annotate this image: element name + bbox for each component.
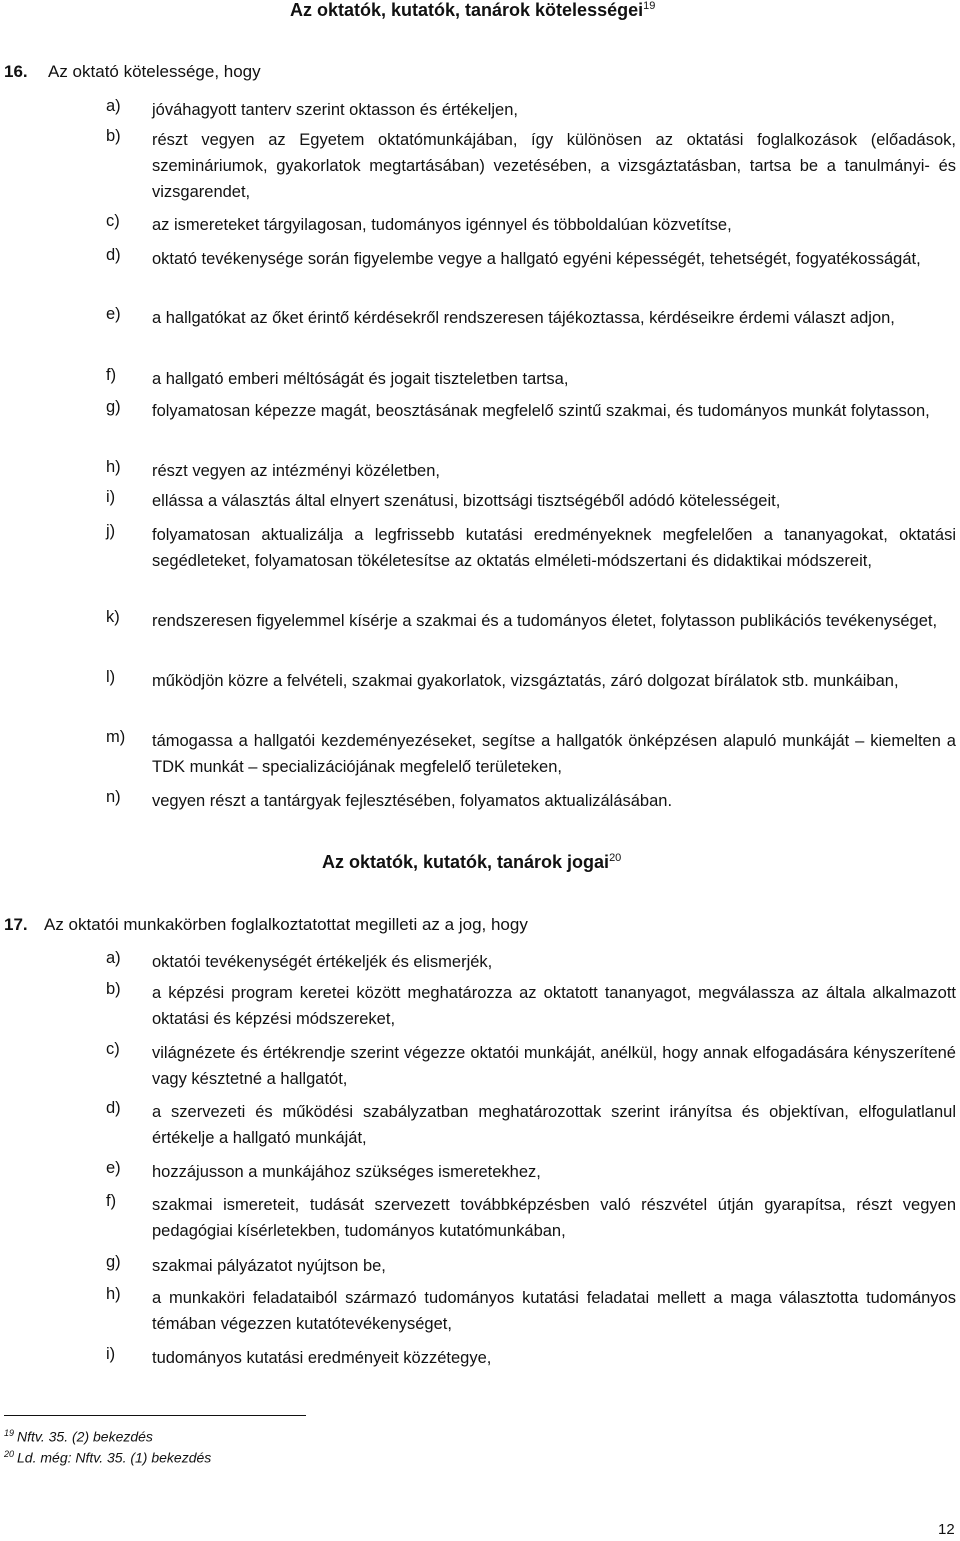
list-item — [106, 788, 956, 814]
footnote-19: $^{19}$ Nftv. 35. (2) bekezdés — [4, 1428, 153, 1445]
duties-heading — [290, 0, 655, 21]
list-item-text: jóváhagyott tanterv szerint oktasson és értékeljen, — [152, 101, 518, 119]
list-item-text: ellássa a választás által elnyert szenátusi, bizottsági tisztségéből adódó kötelességeit, — [152, 492, 781, 510]
section-intro: Az oktatói munkakörben foglalkoztatottat megilleti az a jog, hogy — [44, 915, 528, 934]
list-item-text: oktatói tevékenységét értékeljék és elismerjék, — [152, 953, 493, 971]
list-item — [106, 127, 956, 205]
list-item — [106, 949, 956, 975]
list-item-label: f) — [106, 366, 117, 384]
list-item-text: részt vegyen az intézményi közéletben, — [152, 462, 440, 480]
list-item-label: a) — [106, 949, 121, 967]
list-item — [106, 212, 956, 238]
list-item — [106, 1285, 956, 1337]
list-item-label: l) — [106, 668, 116, 686]
list-item-label: h) — [106, 458, 121, 476]
footnote-divider — [4, 1415, 306, 1416]
list-item-text: a munkaköri feladataiból származó tudományos kutatási feladatai mellett a maga választotta tudományos témában végezzen kutatótevékenységet, — [152, 1289, 956, 1333]
list-item — [106, 668, 956, 694]
list-item-label: b) — [106, 980, 121, 998]
list-item — [106, 488, 956, 514]
list-item-label: i) — [106, 1345, 116, 1363]
page-number: 12 — [938, 1521, 955, 1538]
list-item — [106, 305, 956, 331]
list-item — [106, 608, 956, 634]
list-item-label: g) — [106, 1253, 121, 1271]
list-item — [106, 246, 956, 272]
section-number: 16. — [4, 62, 28, 81]
list-item-text: folyamatosan képezze magát, beosztásának megfelelő szintű szakmai, és tudományos munkát folytasson, — [152, 402, 930, 420]
list-item — [106, 1099, 956, 1151]
list-item-text: a hallgatókat az őket érintő kérdésekről rendszeresen tájékoztassa, kérdéseikre érdemi választ adjon, — [152, 309, 895, 327]
rights-heading-text: Az oktatók, kutatók, tanárok jogai — [322, 852, 610, 872]
list-item-label: n) — [106, 788, 121, 806]
list-item-text: az ismereteket tárgyilagosan, tudományos igénnyel és többoldalúan közvetítse, — [152, 216, 732, 234]
list-item-text: szakmai pályázatot nyújtson be, — [152, 1257, 386, 1275]
list-item-text: a képzési program keretei között meghatározza az oktatott tananyagot, megválassza az általa alkalmazott oktatási és képzési módszereket, — [152, 984, 956, 1028]
list-item — [106, 398, 956, 424]
rights-heading — [322, 852, 621, 873]
list-item — [106, 458, 956, 484]
list-item-label: f) — [106, 1192, 117, 1210]
footnote-ref-20[interactable]: 20 — [609, 852, 622, 864]
list-item-label: j) — [106, 522, 116, 540]
list-item — [106, 1345, 956, 1371]
list-item — [106, 1040, 956, 1092]
list-item — [106, 980, 956, 1032]
list-item-label: b) — [106, 127, 121, 145]
list-item-label: i) — [106, 488, 116, 506]
list-item — [106, 522, 956, 574]
list-item — [106, 728, 956, 780]
list-item-text: világnézete és értékrendje szerint végezze oktatói munkáját, anélkül, hogy annak elfogadására kényszerítené vagy késztetné a hallgatót, — [152, 1044, 956, 1088]
section-intro: Az oktató kötelessége, hogy — [48, 62, 261, 81]
list-item-label: m) — [106, 728, 126, 746]
footnote-ref-19[interactable]: 19 — [643, 0, 656, 12]
list-item — [106, 1192, 956, 1244]
list-item — [106, 1253, 956, 1279]
list-item-label: d) — [106, 246, 121, 264]
footnote-20: $^{20}$ Ld. még: Nftv. 35. (1) bekezdés — [4, 1449, 212, 1466]
section-17-intro — [4, 915, 528, 935]
list-item-label: g) — [106, 398, 121, 416]
list-item-label: e) — [106, 305, 121, 323]
list-item-text: támogassa a hallgatói kezdeményezéseket, segítse a hallgatók önképzésen alapuló munkáját – kiemelten a TDK munkát – specializációjának megfelelő területeken, — [152, 732, 956, 776]
list-item-label: e) — [106, 1159, 121, 1177]
list-item — [106, 97, 956, 123]
section-number: 17. — [4, 915, 28, 934]
list-item-text: szakmai ismereteit, tudását szervezett továbbképzésben való részvétel útján gyarapítsa, részt vegyen pedagógiai kísérletekben, tudományos kutatómunkában, — [152, 1196, 956, 1240]
list-item-label: d) — [106, 1099, 121, 1117]
list-item-label: c) — [106, 212, 120, 230]
list-item-text: oktató tevékenysége során figyelembe vegye a hallgató egyéni képességét, tehetségét, fogyatékosságát, — [152, 250, 921, 268]
list-item-text: vegyen részt a tantárgyak fejlesztésében, folyamatos aktualizálásában. — [152, 792, 673, 810]
list-item-label: c) — [106, 1040, 120, 1058]
section-16-intro — [4, 62, 261, 82]
list-item — [106, 366, 956, 392]
list-item-label: k) — [106, 608, 120, 626]
list-item-text: tudományos kutatási eredményeit közzétegye, — [152, 1349, 492, 1367]
list-item-text: rendszeresen figyelemmel kísérje a szakmai és a tudományos életet, folytasson publikációs tevékenységet, — [152, 612, 938, 630]
list-item-label: h) — [106, 1285, 121, 1303]
list-item-text: részt vegyen az Egyetem oktatómunkájában, így különösen az oktatási foglalkozások (előadások, szemináriumok, gyakorlatok megtartásában) vezetésében, a vizsgáztatásban, tartsa be a tanulmányi- és vizsgarendet, — [152, 131, 956, 201]
list-item-text: a hallgató emberi méltóságát és jogait tiszteletben tartsa, — [152, 370, 569, 388]
list-item-label: a) — [106, 97, 121, 115]
duties-heading-text: Az oktatók, kutatók, tanárok kötelességei — [290, 0, 644, 20]
list-item — [106, 1159, 956, 1185]
list-item-text: működjön közre a felvételi, szakmai gyakorlatok, vizsgáztatás, záró dolgozat bírálatok stb. munkáiban, — [152, 672, 899, 690]
list-item-text: a szervezeti és működési szabályzatban meghatározottak szerint irányítsa és objektívan, elfogulatlanul értékelje a hallgató munkáját, — [152, 1103, 956, 1147]
list-item-text: hozzájusson a munkájához szükséges ismeretekhez, — [152, 1163, 541, 1181]
list-item-text: folyamatosan aktualizálja a legfrissebb kutatási eredményeknek megfelelően a tananyagokat, oktatási segédleteket, folyamatosan tökéletesítse az oktatás elméleti-módszertani és didaktikai módszereit, — [152, 526, 956, 570]
